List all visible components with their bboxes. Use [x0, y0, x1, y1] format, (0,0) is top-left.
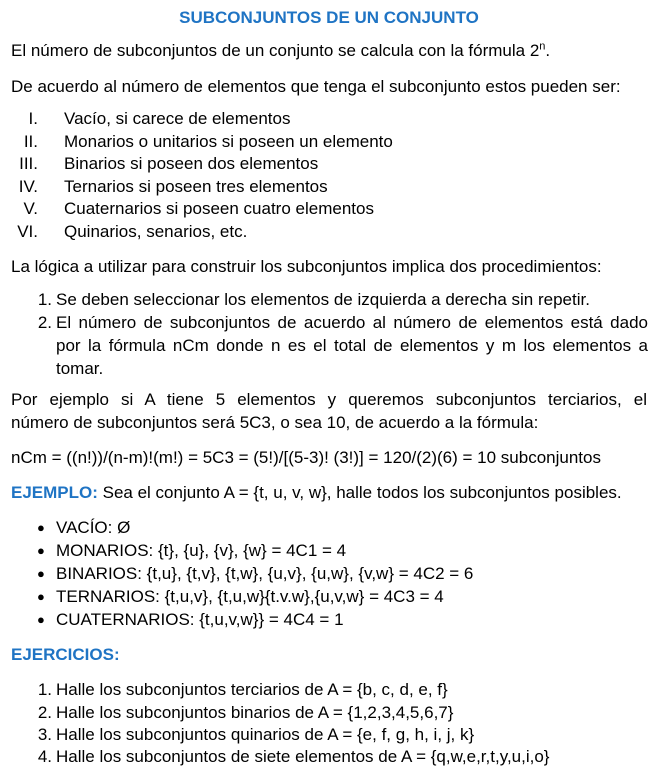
- list-text: Ternarios si poseen tres elementos: [64, 177, 328, 196]
- intro-text: El número de subconjuntos de un conjunto se calcula con la fórmula 2: [11, 41, 540, 60]
- list-text: [56, 311, 648, 380]
- intro-superscript: n: [539, 40, 546, 53]
- list-number: 3.: [37, 725, 52, 744]
- list-text: Halle los subconjuntos binarios de A = {1,2,3,4,5,6,7}: [56, 703, 454, 722]
- list-text: Quinarios, senarios, etc.: [64, 222, 248, 241]
- example-paragraph: [11, 388, 647, 434]
- formula: nCm = ((n!))/(n-m)!(m!) = 5C3 = (5!)/[(5-3)! (3!)] = 120/(2)(6) = 10 subconjuntos: [11, 448, 601, 467]
- list-number: V.: [23, 199, 38, 218]
- intro-paragraph: [11, 39, 647, 62]
- list-number: 1.: [37, 680, 52, 699]
- bullet-icon: ●: [37, 612, 45, 627]
- step-line: tomar.: [56, 359, 104, 378]
- list-text: Se deben seleccionar los elementos de izquierda a derecha sin repetir.: [56, 290, 590, 309]
- paragraph-line: Por ejemplo si A tiene 5 elementos y queremos subconjuntos terciarios, el: [11, 390, 647, 409]
- list-text: MONARIOS: {t}, {u}, {v}, {w} = 4C1 = 4: [56, 541, 347, 560]
- logic-intro: La lógica a utilizar para construir los subconjuntos implica dos procedimientos:: [11, 257, 602, 276]
- step-line: por la fórmula nCm donde n es el total de elementos y m los elementos a: [56, 336, 648, 355]
- list-text: VACÍO: Ø: [56, 518, 131, 537]
- list-text: Halle los subconjuntos quinarios de A = {e, f, g, h, i, j, k}: [56, 725, 475, 744]
- step-line: El número de subconjuntos de acuerdo al número de elementos está dado: [56, 313, 648, 332]
- list-number: II.: [23, 132, 38, 151]
- page-title: SUBCONJUNTOS DE UN CONJUNTO: [179, 8, 479, 27]
- list-number: 2.: [37, 313, 52, 332]
- exercises-heading: EJERCICIOS:: [11, 645, 120, 664]
- bullet-icon: ●: [37, 543, 45, 558]
- list-number: 2.: [37, 703, 52, 722]
- list-number: VI.: [17, 222, 38, 241]
- types-intro: De acuerdo al número de elementos que tenga el subconjunto estos pueden ser:: [11, 77, 621, 96]
- example-heading: [11, 481, 647, 504]
- bullet-icon: ●: [37, 520, 45, 535]
- list-number: 4.: [37, 747, 52, 766]
- list-text: Vacío, si carece de elementos: [64, 109, 291, 128]
- list-number: IV.: [18, 177, 38, 196]
- list-number: I.: [28, 109, 38, 128]
- list-text: Halle los subconjuntos de siete elementos de A = {q,w,e,r,t,y,u,i,o}: [56, 747, 550, 766]
- paragraph-line: número de subconjuntos será 5C3, o sea 10, de acuerdo a la fórmula:: [11, 413, 539, 432]
- list-text: Halle los subconjuntos terciarios de A = {b, c, d, e, f}: [56, 680, 448, 699]
- list-text: Cuaternarios si poseen cuatro elementos: [64, 199, 374, 218]
- list-text: Monarios o unitarios si poseen un elemento: [64, 132, 393, 151]
- example-text: Sea el conjunto A = {t, u, v, w}, halle todos los subconjuntos posibles.: [97, 483, 622, 502]
- intro-end: .: [545, 41, 551, 60]
- list-text: CUATERNARIOS: {t,u,v,w}} = 4C4 = 1: [56, 610, 344, 629]
- list-number: 1.: [37, 290, 52, 309]
- list-text: Binarios si poseen dos elementos: [64, 154, 319, 173]
- list-number: III.: [19, 154, 38, 173]
- list-text: BINARIOS: {t,u}, {t,v}, {t,w}, {u,v}, {u,w}, {v,w} = 4C2 = 6: [56, 564, 474, 583]
- example-label: EJEMPLO:: [11, 483, 98, 502]
- bullet-icon: ●: [37, 589, 45, 604]
- list-text: TERNARIOS: {t,u,v}, {t,u,w}{t.v.w},{u,v,w} = 4C3 = 4: [56, 587, 444, 606]
- bullet-icon: ●: [37, 566, 45, 581]
